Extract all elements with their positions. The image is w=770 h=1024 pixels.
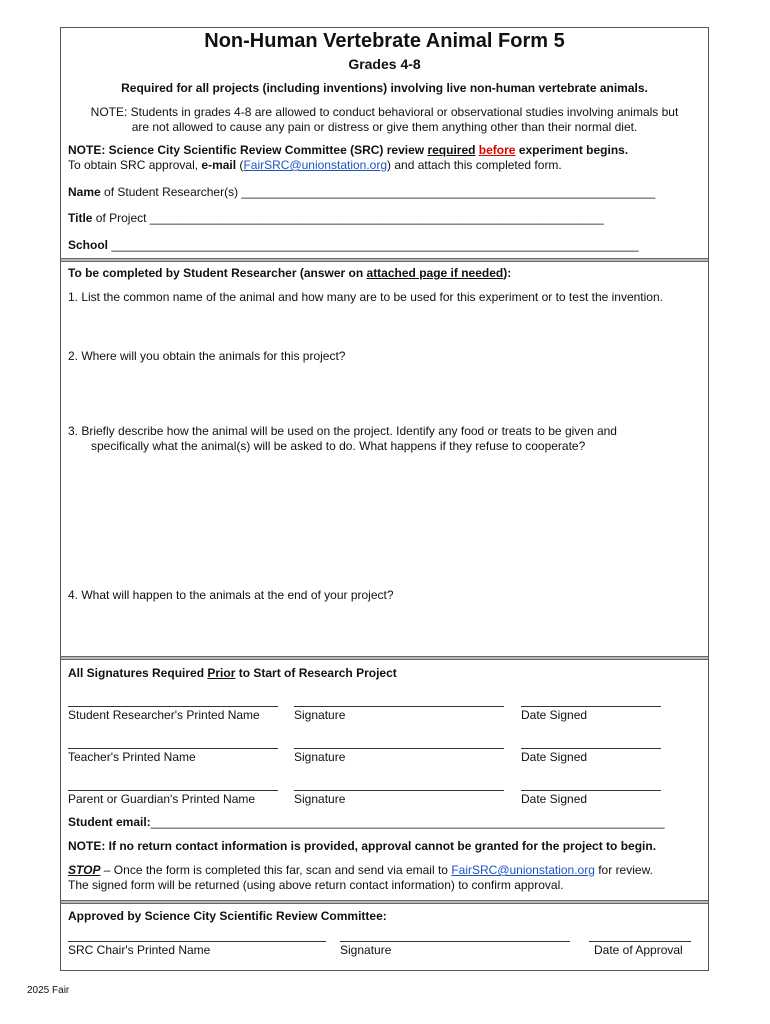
question-3-line1: 3. Briefly describe how the animal will be used on the project. Identify any food or treats to be given and — [68, 424, 617, 438]
src-signature-line[interactable] — [340, 941, 570, 942]
required-statement: Required for all projects (including inventions) involving live non-human vertebrate animals. — [121, 81, 648, 95]
stop-email-link[interactable]: FairSRC@unionstation.org — [451, 863, 595, 877]
question-3-line2: specifically what the animal(s) will be asked to do. What happens if they refuse to cooperate? — [91, 439, 586, 453]
question-4: 4. What will happen to the animals at the end of your project? — [68, 588, 394, 602]
parent-printed-name-label: Parent or Guardian's Printed Name — [68, 792, 256, 806]
student-date-label: Date Signed — [521, 708, 588, 722]
student-email-field[interactable]: Student email:_____________________________________________________________________________ — [68, 815, 665, 829]
approval-date-label: Date of Approval — [594, 943, 683, 957]
grades-label: Grades 4-8 — [348, 56, 421, 72]
questions-heading: To be completed by Student Researcher (answer on attached page if needed): — [68, 266, 512, 280]
return-contact-note: NOTE: If no return contact information is provided, approval cannot be granted for the project to begin. — [68, 839, 657, 853]
teacher-name-line[interactable] — [68, 748, 278, 749]
src-chair-name-line[interactable] — [68, 941, 326, 942]
teacher-date-label: Date Signed — [521, 750, 588, 764]
question-2: 2. Where will you obtain the animals for this project? — [68, 349, 346, 363]
src-email-link[interactable]: FairSRC@unionstation.org — [243, 158, 388, 172]
src-approval-instructions: To obtain SRC approval, e-mail (FairSRC@unionstation.org) and attach this completed form. — [68, 158, 562, 172]
student-date-line[interactable] — [521, 706, 661, 707]
section-divider — [61, 656, 708, 660]
returned-statement: The signed form will be returned (using above return contact information) to confirm approval. — [68, 878, 564, 892]
project-title-field[interactable]: Title of Project ____________________________________________________________________ — [68, 211, 604, 225]
parent-date-label: Date Signed — [521, 792, 588, 806]
student-signature-line[interactable] — [294, 706, 504, 707]
signatures-heading: All Signatures Required Prior to Start of Research Project — [68, 666, 397, 680]
question-1: 1. List the common name of the animal and how many are to be used for this experiment or to test the invention. — [68, 290, 663, 304]
parent-name-line[interactable] — [68, 790, 278, 791]
teacher-signature-line[interactable] — [294, 748, 504, 749]
stop-instructions: STOP – Once the form is completed this far, scan and send via email to FairSRC@unionstation.org for review. — [68, 863, 653, 877]
section-divider — [61, 258, 708, 262]
parent-signature-line[interactable] — [294, 790, 504, 791]
src-review-note: NOTE: Science City Scientific Review Committee (SRC) review required before experiment begins. — [68, 143, 629, 157]
parent-signature-label: Signature — [294, 792, 346, 806]
note-grades-line2: are not allowed to cause any pain or distress or give them anything other than their normal diet. — [131, 120, 638, 134]
school-field[interactable]: School _______________________________________________________________________________ — [68, 238, 639, 252]
section-divider — [61, 900, 708, 904]
student-signature-label: Signature — [294, 708, 346, 722]
footer-year: 2025 Fair — [27, 985, 70, 996]
teacher-printed-name-label: Teacher's Printed Name — [68, 750, 196, 764]
src-chair-name-label: SRC Chair's Printed Name — [68, 943, 211, 957]
teacher-signature-label: Signature — [294, 750, 346, 764]
src-signature-label: Signature — [340, 943, 392, 957]
student-name-line[interactable] — [68, 706, 278, 707]
parent-date-line[interactable] — [521, 790, 661, 791]
teacher-date-line[interactable] — [521, 748, 661, 749]
approval-date-line[interactable] — [589, 941, 691, 942]
student-printed-name-label: Student Researcher's Printed Name — [68, 708, 260, 722]
form-title: Non-Human Vertebrate Animal Form 5 — [204, 30, 565, 52]
form-frame — [60, 27, 709, 971]
student-name-field[interactable]: Name of Student Researcher(s) ______________________________________________________________ — [68, 185, 656, 199]
note-grades-line1: NOTE: Students in grades 4-8 are allowed to conduct behavioral or observational studies involving animals but — [90, 105, 679, 119]
approval-heading: Approved by Science City Scientific Review Committee: — [68, 909, 387, 923]
